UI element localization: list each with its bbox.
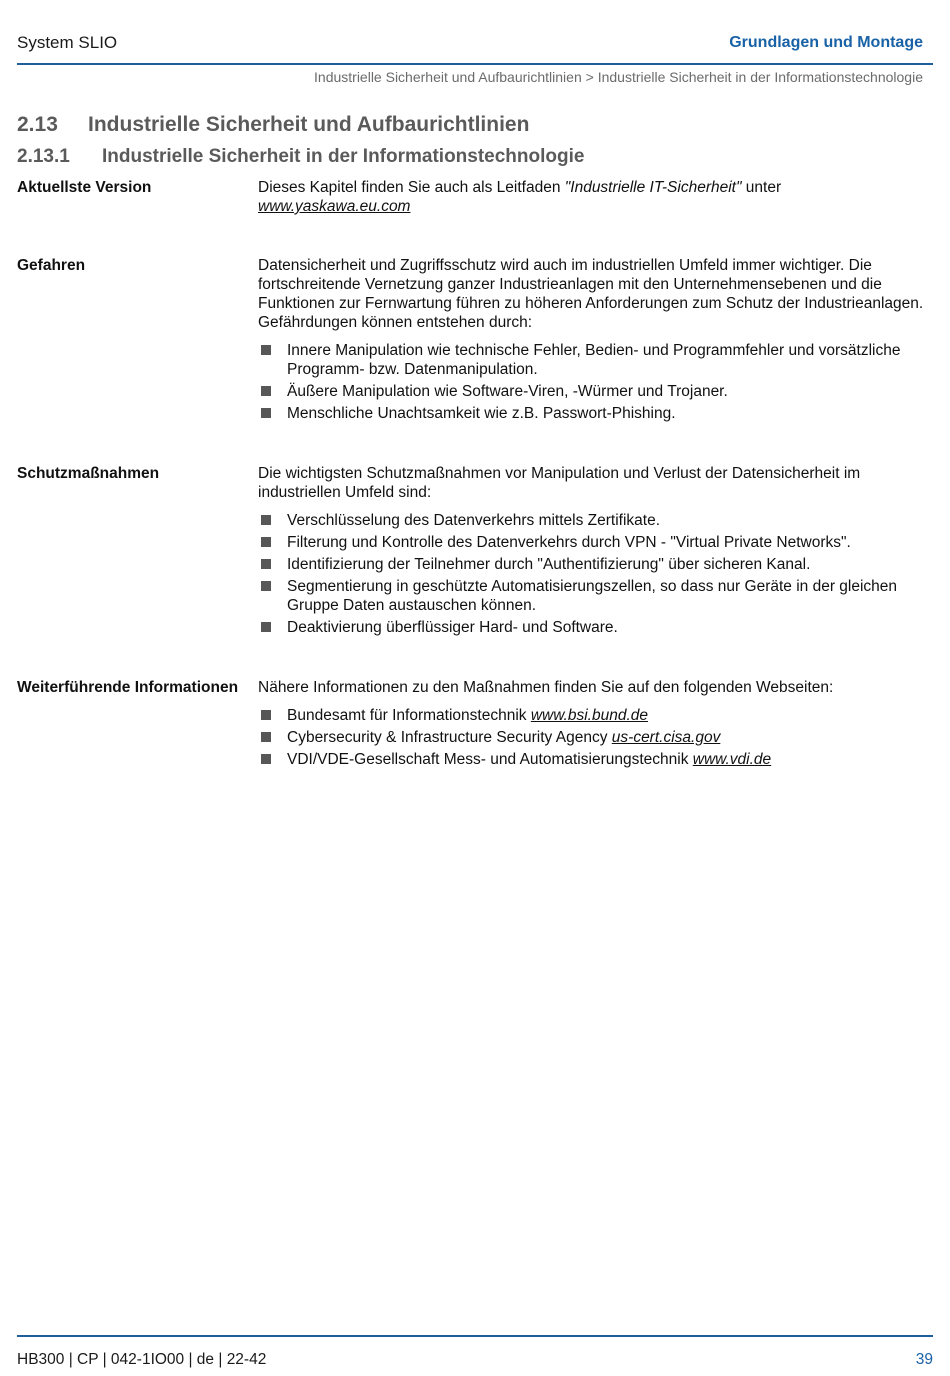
further-info-intro: Nähere Informationen zu den Maßnahmen finden Sie auf den folgenden Webseiten: [258,679,834,696]
list-item-text: VDI/VDE-Gesellschaft Mess- und Automatisierungstechnik [287,751,693,768]
breadcrumb: Industrielle Sicherheit und Aufbaurichtlinien > Industrielle Sicherheit in der Informationstechnologie [314,69,923,85]
section-label: Schutzmaßnahmen [17,465,160,482]
subsection-title: Industrielle Sicherheit in der Informationstechnologie [102,146,585,167]
list-item [258,706,934,725]
subsection-number: 2.13.1 [17,146,70,167]
list-item: Innere Manipulation wie technische Fehler, Bedien- und Programmfehler und vorsätzliche Programm- bzw. Datenmanipulation. [258,341,934,379]
section-body [258,256,934,426]
section-label: Gefahren [17,257,86,274]
header-divider [17,63,933,65]
list-item [258,750,934,769]
measures-intro: Die wichtigsten Schutzmaßnahmen vor Manipulation und Verlust der Datensicherheit im industriellen Umfeld sind: [258,465,861,501]
list-item-text: Bundesamt für Informationstechnik [287,707,531,724]
list-item: Segmentierung in geschützte Automatisierungszellen, so dass nur Geräte in der gleichen Gruppe Daten austauschen können. [258,577,934,615]
yaskawa-link[interactable]: www.yaskawa.eu.com [258,198,411,215]
guide-title: "Industrielle IT-Sicherheit" [564,179,742,196]
bsi-link[interactable]: www.bsi.bund.de [530,707,649,724]
list-item: Deaktivierung überflüssiger Hard- und Software. [258,618,934,637]
header-chapter-title: Grundlagen und Montage [729,34,923,51]
version-text: Dieses Kapitel finden Sie auch als Leitfaden [258,179,565,196]
further-info-list [258,706,934,769]
section-body [258,678,934,772]
list-item [258,728,934,747]
vdi-link[interactable]: www.vdi.de [692,751,772,768]
section-body [258,178,934,216]
section-label: Aktuellste Version [17,179,152,196]
list-item: Filterung und Kontrolle des Datenverkehrs durch VPN - "Virtual Private Networks". [258,533,934,552]
header-product-name: System SLIO [17,33,118,52]
page-number: 39 [915,1351,933,1368]
cisa-link[interactable]: us-cert.cisa.gov [611,729,721,746]
list-item-text: Cybersecurity & Infrastructure Security Agency [287,729,612,746]
list-item: Äußere Manipulation wie Software-Viren, -Würmer und Trojaner. [258,382,934,401]
section-body [258,464,934,640]
footer-document-id: HB300 | CP | 042-1IO00 | de | 22-42 [17,1351,267,1368]
version-text-after: unter [741,179,782,196]
list-item: Menschliche Unachtsamkeit wie z.B. Passwort-Phishing. [258,404,934,423]
measures-list [258,511,934,637]
section-label: Weiterführende Informationen [17,679,239,696]
footer-divider [17,1335,933,1337]
subsection-heading [17,146,584,168]
list-item: Identifizierung der Teilnehmer durch "Authentifizierung" über sicheren Kanal. [258,555,934,574]
list-item: Verschlüsselung des Datenverkehrs mittels Zertifikate. [258,511,934,530]
section-heading [17,113,529,137]
section-number: 2.13 [17,113,58,136]
dangers-list [258,341,934,423]
dangers-intro: Datensicherheit und Zugriffsschutz wird auch im industriellen Umfeld immer wichtiger. Die fortschreitende Vernetzung ganzer Industrieanlagen mit den Unternehmensebenen und die Funktionen zur Fernwartung führen zu höheren Anforderungen zum Schutz der Industrieanlagen. Gefährdungen können entstehen durch: [258,257,924,331]
section-title: Industrielle Sicherheit und Aufbaurichtlinien [88,113,530,136]
